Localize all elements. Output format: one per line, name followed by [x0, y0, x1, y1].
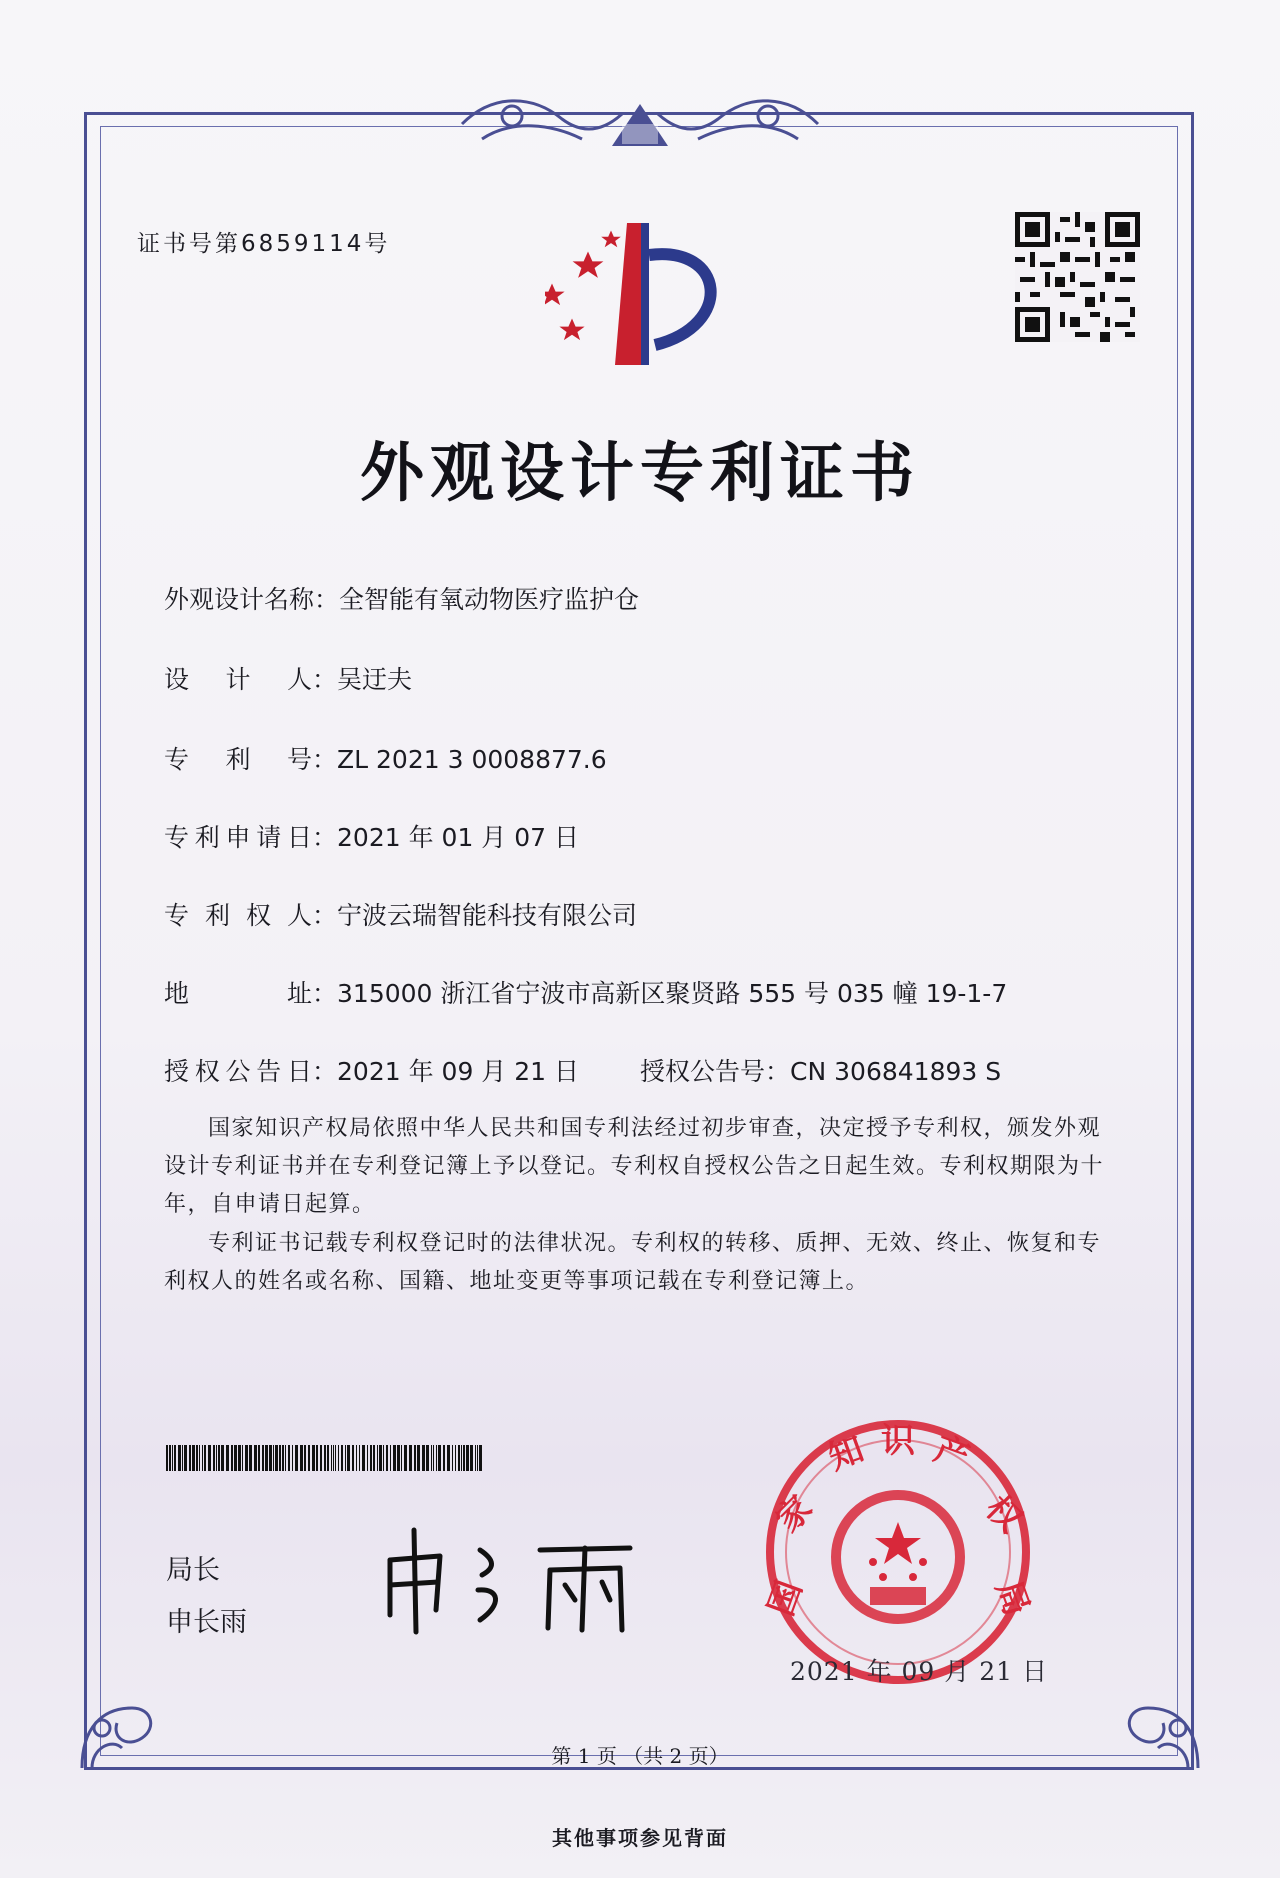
filing-date-label: 专利申请日 [164, 823, 312, 852]
director-name: 申长雨 [166, 1607, 247, 1638]
patent-number-label: 专利号 [164, 745, 312, 774]
design-name-row: 外观设计名称：全智能有氧动物医疗监护仓 [164, 585, 640, 614]
certificate-title: 外观设计专利证书 [360, 437, 920, 511]
grant-date-value: 2021 年 09 月 21 日 [337, 1057, 579, 1086]
svg-text:家: 家 [768, 1488, 821, 1541]
patent-number-value: ZL 2021 3 0008877.6 [337, 745, 607, 774]
design-name-value: 全智能有氧动物医疗监护仓 [339, 585, 640, 614]
svg-text:知: 知 [823, 1429, 870, 1479]
barcode [166, 1445, 486, 1471]
corner-ornament-bottom-right [1108, 1668, 1208, 1778]
page-number: 第 1 页 （共 2 页） [551, 1744, 729, 1768]
filing-date-value: 2021 年 01 月 07 日 [337, 823, 579, 852]
svg-text:权: 权 [977, 1488, 1030, 1541]
footer-note: 其他事项参见背面 [552, 1826, 728, 1850]
design-name-label: 外观设计名称 [164, 585, 315, 614]
qr-code [1015, 212, 1140, 342]
director-signature [370, 1520, 650, 1640]
seal-date: 2021 年 09 月 21 日 [790, 1657, 1048, 1686]
svg-text:国: 国 [761, 1575, 811, 1622]
designer-label: 设计人 [164, 665, 312, 694]
svg-text:产: 产 [928, 1429, 975, 1479]
patentee-label: 专利权人 [164, 901, 312, 930]
patent-office-logo-icon [545, 215, 735, 365]
official-seal-stamp [758, 1412, 1038, 1692]
designer-row: 设计人：吴迂夫 [164, 660, 412, 696]
body-paragraph-2: 专利证书记载专利权登记时的法律状况。专利权的转移、质押、无效、终止、恢复和专利权人的姓名或名称、国籍、地址变更等事项记载在专利登记簿上。 [164, 1231, 1102, 1294]
grant-date-row: 授权公告日：2021 年 09 月 21 日 [164, 1052, 579, 1088]
grant-number-row: 授权公告号：CN 306841893 S [640, 1057, 1002, 1086]
designer-value: 吴迂夫 [337, 665, 413, 694]
filing-date-row: 专利申请日：2021 年 01 月 07 日 [164, 818, 579, 854]
corner-ornament-bottom-left [72, 1668, 172, 1778]
address-value: 315000 浙江省宁波市高新区聚贤路 555 号 035 幢 19-1-7 [337, 979, 1008, 1008]
patentee-row: 专利权人：宁波云瑞智能科技有限公司 [164, 896, 637, 932]
top-ornament [452, 84, 828, 154]
address-label: 地址 [164, 979, 312, 1008]
grant-number-label: 授权公告号 [640, 1057, 766, 1086]
patent-number-row: 专利号：ZL 2021 3 0008877.6 [164, 740, 607, 776]
director-title: 局长 [166, 1555, 220, 1586]
patentee-value: 宁波云瑞智能科技有限公司 [337, 901, 638, 930]
grant-date-label: 授权公告日 [164, 1057, 312, 1086]
address-row: 地址：315000 浙江省宁波市高新区聚贤路 555 号 035 幢 19-1-7 [164, 974, 1007, 1010]
body-paragraph-1: 国家知识产权局依照中华人民共和国专利法经过初步审查，决定授予专利权，颁发外观设计专利证书并在专利登记簿上予以登记。专利权自授权公告之日起生效。专利权期限为十年，自申请日起算。 [164, 1116, 1105, 1217]
svg-text:识: 识 [881, 1421, 915, 1461]
svg-text:局: 局 [987, 1575, 1037, 1622]
grant-number-value: CN 306841893 S [790, 1057, 1002, 1086]
certificate-number: 证书号第6859114号 [137, 231, 391, 257]
